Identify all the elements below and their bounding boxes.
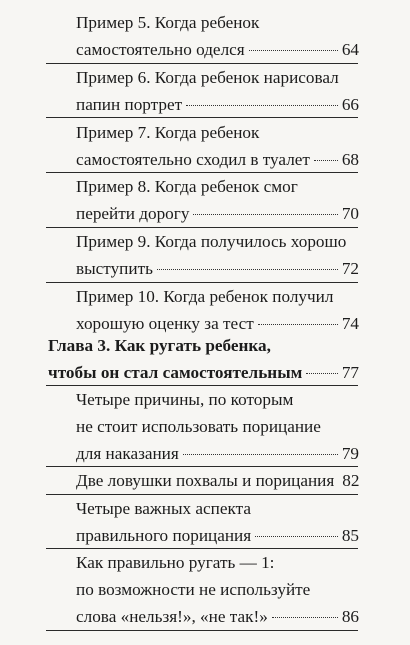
toc-page-number: 66	[341, 95, 359, 114]
toc-chapter-title-line: Глава 3. Как ругать ребенка,	[48, 336, 271, 355]
toc-page-number: 82	[342, 471, 360, 490]
toc-entry-title-line: Пример 5. Когда ребенок	[76, 13, 260, 32]
toc-entry-title-line: Пример 9. Когда получилось хорошо	[76, 232, 347, 251]
toc-entry-title-line: Как правильно ругать — 1:	[76, 553, 275, 572]
toc-entry-title-line: не стоит использовать порицание	[76, 417, 321, 436]
toc-page-number: 74	[341, 314, 359, 333]
toc-entry-title-line: папин портрет	[76, 95, 183, 114]
toc-entry-example-5[interactable]	[0, 9, 410, 63]
toc-entry-four-reasons[interactable]	[0, 386, 410, 467]
toc-entry-example-10[interactable]	[0, 283, 410, 337]
toc-entry-two-traps[interactable]	[0, 467, 410, 494]
toc-entry-title-line: Четыре причины, по которым	[76, 390, 294, 409]
toc-page-number: 64	[341, 40, 359, 59]
toc-entry-title-line: слова «нельзя!», «не так!»	[76, 607, 268, 626]
toc-entry-title-line: выступить	[76, 259, 153, 278]
toc-page-number: 68	[341, 150, 359, 169]
dot-leader	[306, 372, 337, 374]
toc-entry-title-line: правильного порицания	[76, 526, 252, 545]
toc-entry-example-6[interactable]	[0, 64, 410, 118]
toc-page-number: 85	[341, 526, 359, 545]
toc-entry-title-line: по возможности не используйте	[76, 580, 311, 599]
toc-entry-title-line: хорошую оценку за тест	[76, 314, 254, 333]
toc-entry-title-line: Пример 7. Когда ребенок	[76, 123, 260, 142]
toc-entry-title-line: Четыре важных аспекта	[76, 499, 251, 518]
dot-leader	[272, 616, 338, 618]
toc-entry-title-line: Пример 10. Когда ребенок получил	[76, 287, 334, 306]
toc-entry-title-line: Пример 8. Когда ребенок смог	[76, 177, 298, 196]
toc-entry-example-9[interactable]	[0, 228, 410, 282]
toc-entry-title-line: самостоятельно сходил в туалет	[76, 150, 310, 169]
entry-divider	[46, 630, 358, 631]
dot-leader	[249, 49, 338, 51]
toc-page-number: 70	[341, 204, 359, 223]
toc-entry-title-line: Пример 6. Когда ребенок нарисовал	[76, 68, 339, 87]
toc-page-number: 77	[341, 363, 359, 382]
dot-leader	[193, 213, 337, 215]
dot-leader	[183, 453, 338, 455]
dot-leader	[314, 159, 338, 161]
dot-leader	[258, 323, 338, 325]
dot-leader	[255, 535, 338, 537]
toc-entry-how-to-scold-1[interactable]	[0, 549, 410, 630]
entry-divider	[46, 117, 358, 118]
toc-page-number: 79	[341, 444, 359, 463]
toc-entry-title-line: Две ловушки похвалы и порицания	[76, 471, 335, 490]
toc-entry-chapter-3[interactable]	[0, 332, 410, 386]
toc-page-number: 72	[341, 259, 359, 278]
toc-entry-title-line: для наказания	[76, 444, 179, 463]
toc-entry-title-line: самостоятельно оделся	[76, 40, 245, 59]
toc-entry-four-aspects[interactable]	[0, 495, 410, 549]
toc-entry-title-line: перейти дорогу	[76, 204, 190, 223]
dot-leader	[157, 268, 338, 270]
toc-chapter-title-line: чтобы он стал самостоятельным	[48, 363, 303, 382]
dot-leader	[186, 104, 338, 106]
toc-entry-example-7[interactable]	[0, 119, 410, 173]
toc-entry-example-8[interactable]	[0, 173, 410, 227]
toc-page-number: 86	[341, 607, 359, 626]
